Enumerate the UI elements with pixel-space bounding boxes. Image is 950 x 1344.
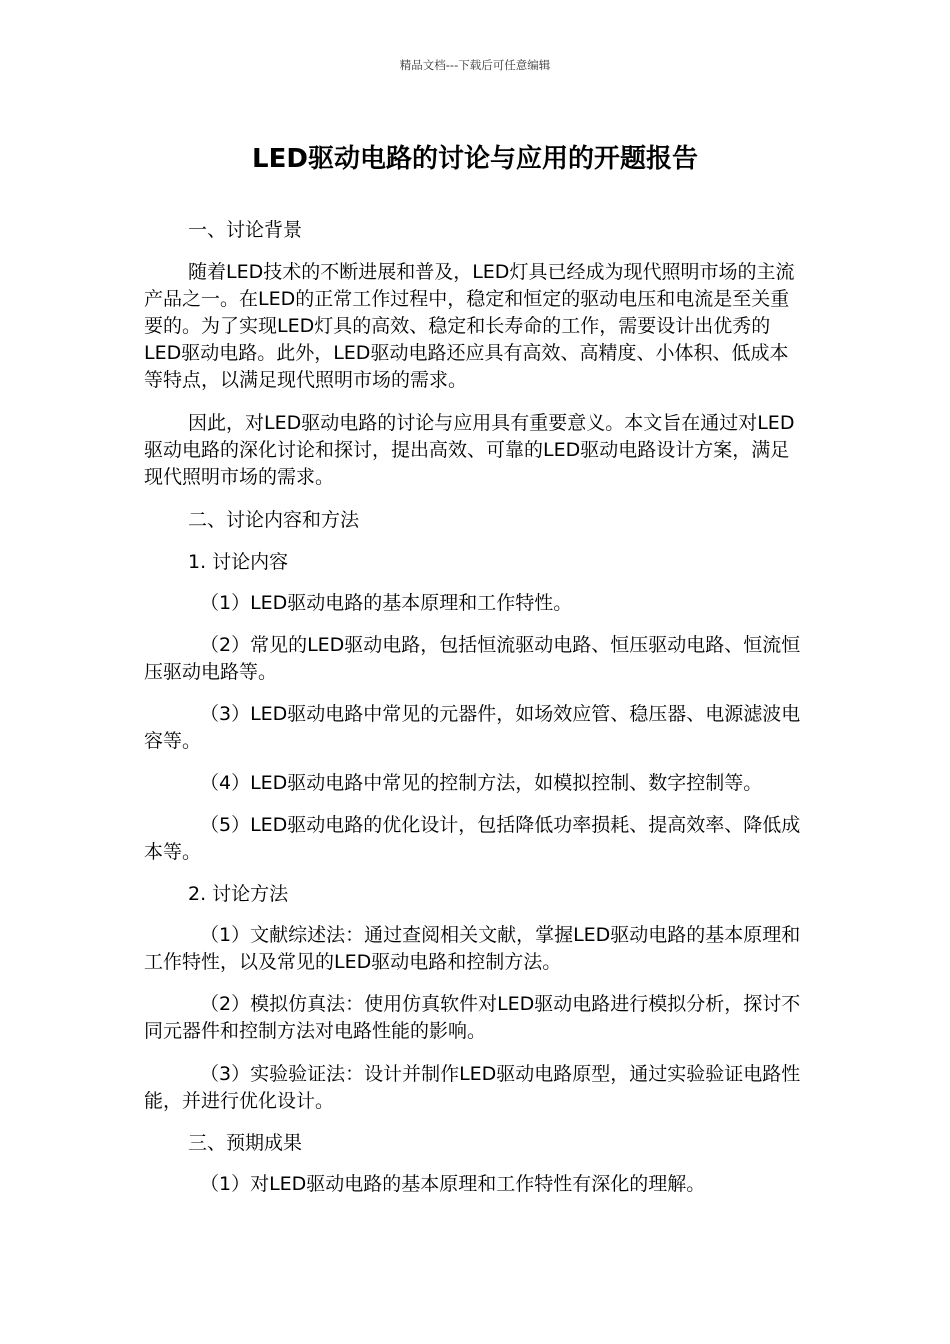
list-item: （3）实验验证法：设计并制作LED驱动电路原型，通过实验验证电路性能，并进行优化设计。 [144,1063,801,1112]
subsection-heading: 1. 讨论内容 [188,551,289,573]
list-item: （2）常见的LED驱动电路，包括恒流驱动电路、恒压驱动电路、恒流恒压驱动电路等。 [144,634,801,683]
body-paragraph: 随着LED技术的不断进展和普及，LED灯具已经成为现代照明市场的主流产品之一。在LED的正常工作过程中，稳定和恒定的驱动电压和电流是至关重要的。为了实现LED灯具的高效、稳定和长寿命的工作，需要设计出优秀的LED驱动电路。此外，LED驱动电路还应具有高效、高精度、小体积、低成本等特点，以满足现代照明市场的需求。 [144,261,795,391]
list-item: （1）文献综述法：通过查阅相关文献，掌握LED驱动电路的基本原理和工作特性，以及常见的LED驱动电路和控制方法。 [144,924,801,973]
subsection-heading: 2. 讨论方法 [188,883,289,905]
section-heading: 二、讨论内容和方法 [188,509,360,531]
list-item: （2）模拟仿真法：使用仿真软件对LED驱动电路进行模拟分析，探讨不同元器件和控制方法对电路性能的影响。 [144,993,801,1042]
list-item: （4）LED驱动电路中常见的控制方法，如模拟控制、数字控制等。 [200,772,763,794]
body-paragraph: 因此，对LED驱动电路的讨论与应用具有重要意义。本文旨在通过对LED驱动电路的深化讨论和探讨，提出高效、可靠的LED驱动电路设计方案，满足现代照明市场的需求。 [144,412,795,488]
section-heading: 一、讨论背景 [188,219,303,241]
list-item: （1）对LED驱动电路的基本原理和工作特性有深化的理解。 [200,1173,706,1195]
section-heading: 三、预期成果 [188,1132,303,1154]
list-item: （1）LED驱动电路的基本原理和工作特性。 [200,592,573,614]
list-item: （3）LED驱动电路中常见的元器件，如场效应管、稳压器、电源滤波电容等。 [144,703,801,752]
list-item: （5）LED驱动电路的优化设计，包括降低功率损耗、提高效率、降低成本等。 [144,814,801,863]
document-title: LED驱动电路的讨论与应用的开题报告 [252,144,698,174]
page-header: 精品文档---下载后可任意编辑 [399,58,551,72]
